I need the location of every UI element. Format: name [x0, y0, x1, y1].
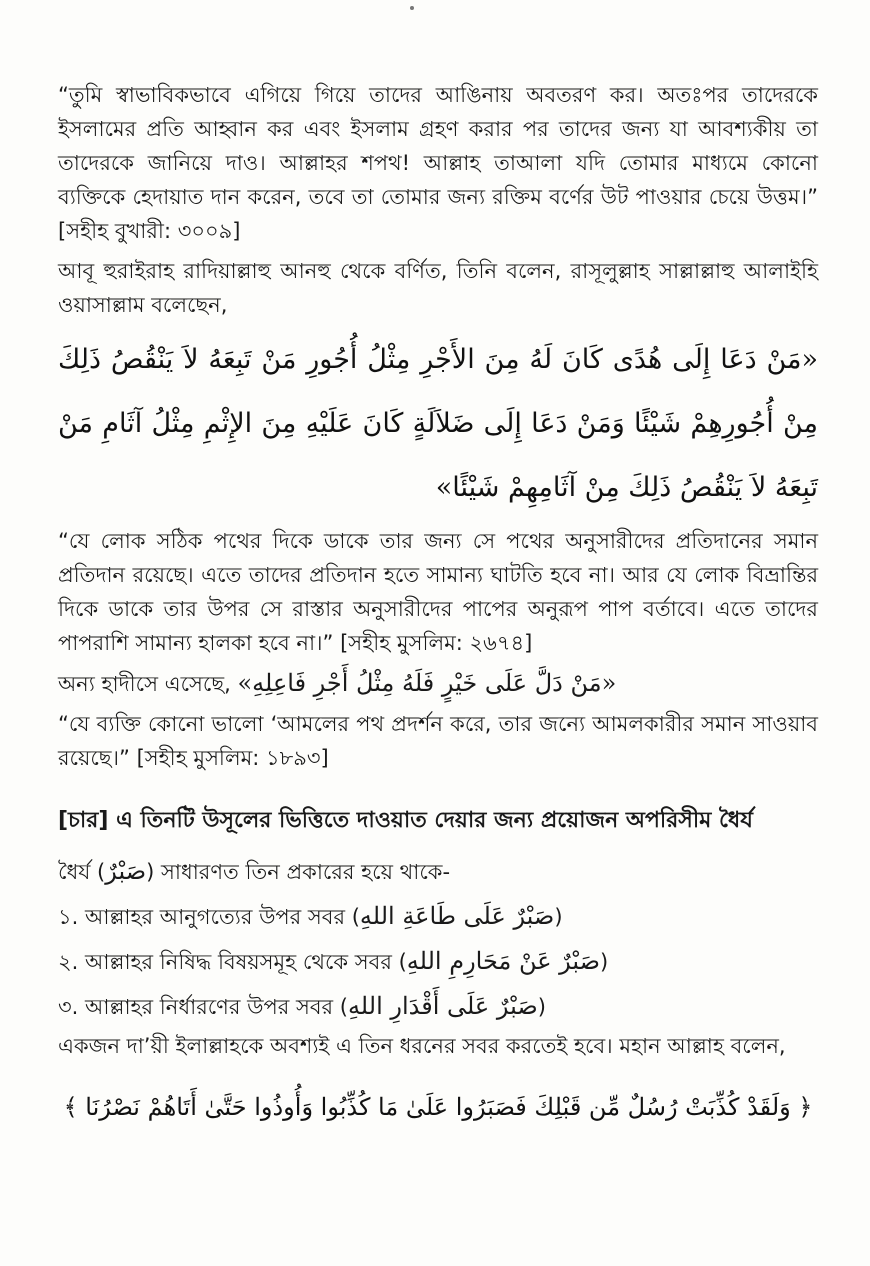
- list-item-text: ২. আল্লাহর নিষিদ্ধ বিষয়সমূহ থেকে সবর (: [58, 950, 407, 974]
- list-item: [58, 939, 818, 984]
- list-item: [58, 894, 818, 939]
- closing-paragraph: একজন দা’য়ী ইলাল্লাহকে অবশ্যই এ তিন ধরনের সবর করতেই হবে। মহান আল্লাহ বলেন,: [58, 1034, 786, 1058]
- list-item-arabic: صَبْرٌ عَلَى طَاعَةِ اللهِ: [359, 902, 555, 930]
- list-item-arabic: صَبْرٌ عَنْ مَحَارِمِ اللهِ: [406, 947, 601, 975]
- list-item-text: ৩. আল্লাহর নির্ধারণের উপর সবর (: [58, 995, 348, 1019]
- list-item-arabic: صَبْرٌ عَلَى أَقْدَارِ اللهِ: [347, 992, 538, 1020]
- patience-intro-after: ) সাধারণত তিন প্রকারের হয়ে থাকে-: [146, 860, 451, 884]
- patience-intro: [58, 849, 818, 894]
- patience-intro-arabic: صَبْرٌ: [105, 857, 147, 885]
- list-item: [58, 984, 818, 1029]
- document-page: [58, 78, 818, 1129]
- list-item-close: ): [554, 905, 563, 929]
- hadith-muslim-translation-2: “যে ব্যক্তি কোনো ভালো ‘আমলের পথ প্রদর্শন করে, তার জন্যে আমলকারীর সমান সাওয়াব রয়েছে।” [সহীহ মুসলিম: ১৮৯৩]: [58, 712, 818, 770]
- another-hadith-line: [58, 666, 818, 701]
- narration-intro: আবূ হুরাইরাহ রাদিয়াল্লাহু আনহু থেকে বর্ণিত, তিনি বলেন, রাসূলুল্লাহ সাল্লাল্লাহু আলাইহি ওয়াসাল্লাম বলেছেন,: [58, 259, 818, 317]
- list-item-close: ): [600, 950, 609, 974]
- page-speck: [410, 6, 414, 10]
- hadith-bukhari-translation: “তুমি স্বাভাবিকভাবে এগিয়ে গিয়ে তাদের আঙিনায় অবতরণ কর। অতঃপর তাদেরকে ইসলামের প্রতি আহ্বান কর এবং ইসলাম গ্রহণ করার পর তাদের জন্য যা আবশ্যকীয় তা তাদেরকে জানিয়ে দাও। আল্লাহর শপথ! আল্লাহ তাআলা যদি তোমার মাধ্যমে কোনো ব্যক্তিকে হেদায়াত দান করেন, তবে তা তোমার জন্য রক্তিম বর্ণের উট পাওয়ার চেয়ে উত্তম।” [সহীহ বুখারী: ৩০০৯]: [58, 83, 818, 243]
- list-item-text: ১. আল্লাহর আনুগত্যের উপর সবর (: [58, 905, 360, 929]
- patience-intro-before: ধৈর্য (: [58, 860, 106, 884]
- another-hadith-prefix: অন্য হাদীসে এসেছে,: [58, 672, 231, 696]
- another-hadith-arabic: «مَنْ دَلَّ عَلَى خَيْرٍ فَلَهُ مِثْلُ أَجْرِ فَاعِلِهِ»: [237, 669, 617, 697]
- arabic-hadith-text: «مَنْ دَعَا إِلَى هُدًى كَانَ لَهُ مِنَ الأَجْرِ مِثْلُ أُجُورِ مَنْ تَبِعَهُ لاَ يَنْقُصُ ذَلِكَ مِنْ أُجُورِهِمْ شَيْئًا وَمَنْ دَعَا إِلَى ضَلاَلَةٍ كَانَ عَلَيْهِ مِنَ الإِثْمِ مِثْلُ آثَامِ مَنْ تَبِعَهُ لاَ يَنْقُصُ ذَلِكَ مِنْ آثَامِهِمْ شَيْئًا»: [58, 344, 818, 503]
- hadith-muslim-translation: “যে লোক সঠিক পথের দিকে ডাকে তার জন্য সে পথের অনুসারীদের প্রতিদানের সমান প্রতিদান রয়েছে। এতে তাদের প্রতিদান হতে সামান্য ঘাটতি হবে না। আর যে লোক বিভ্রান্তির দিকে ডাকে তার উপর সে রাস্তার অনুসারীদের পাপের অনুরূপ পাপ বর্তাবে। এতে তাদের পাপরাশি সামান্য হালকা হবে না।” [সহীহ মুসলিম: ২৬৭৪]: [58, 529, 818, 655]
- list-item-close: ): [537, 995, 546, 1019]
- section-heading: [চার] এ তিনটি উসূলের ভিত্তিতে দাওয়াত দেয়ার জন্য প্রয়োজন অপরিসীম ধৈর্য: [58, 808, 753, 833]
- quran-verse: ﴿ وَلَقَدْ كُذِّبَتْ رُسُلٌ مِّن قَبْلِكَ فَصَبَرُوا عَلَىٰ مَا كُذِّبُوا وَأُوذُوا حَتَّىٰ أَتَاهُمْ نَصْرُنَا ﴾: [63, 1093, 813, 1121]
